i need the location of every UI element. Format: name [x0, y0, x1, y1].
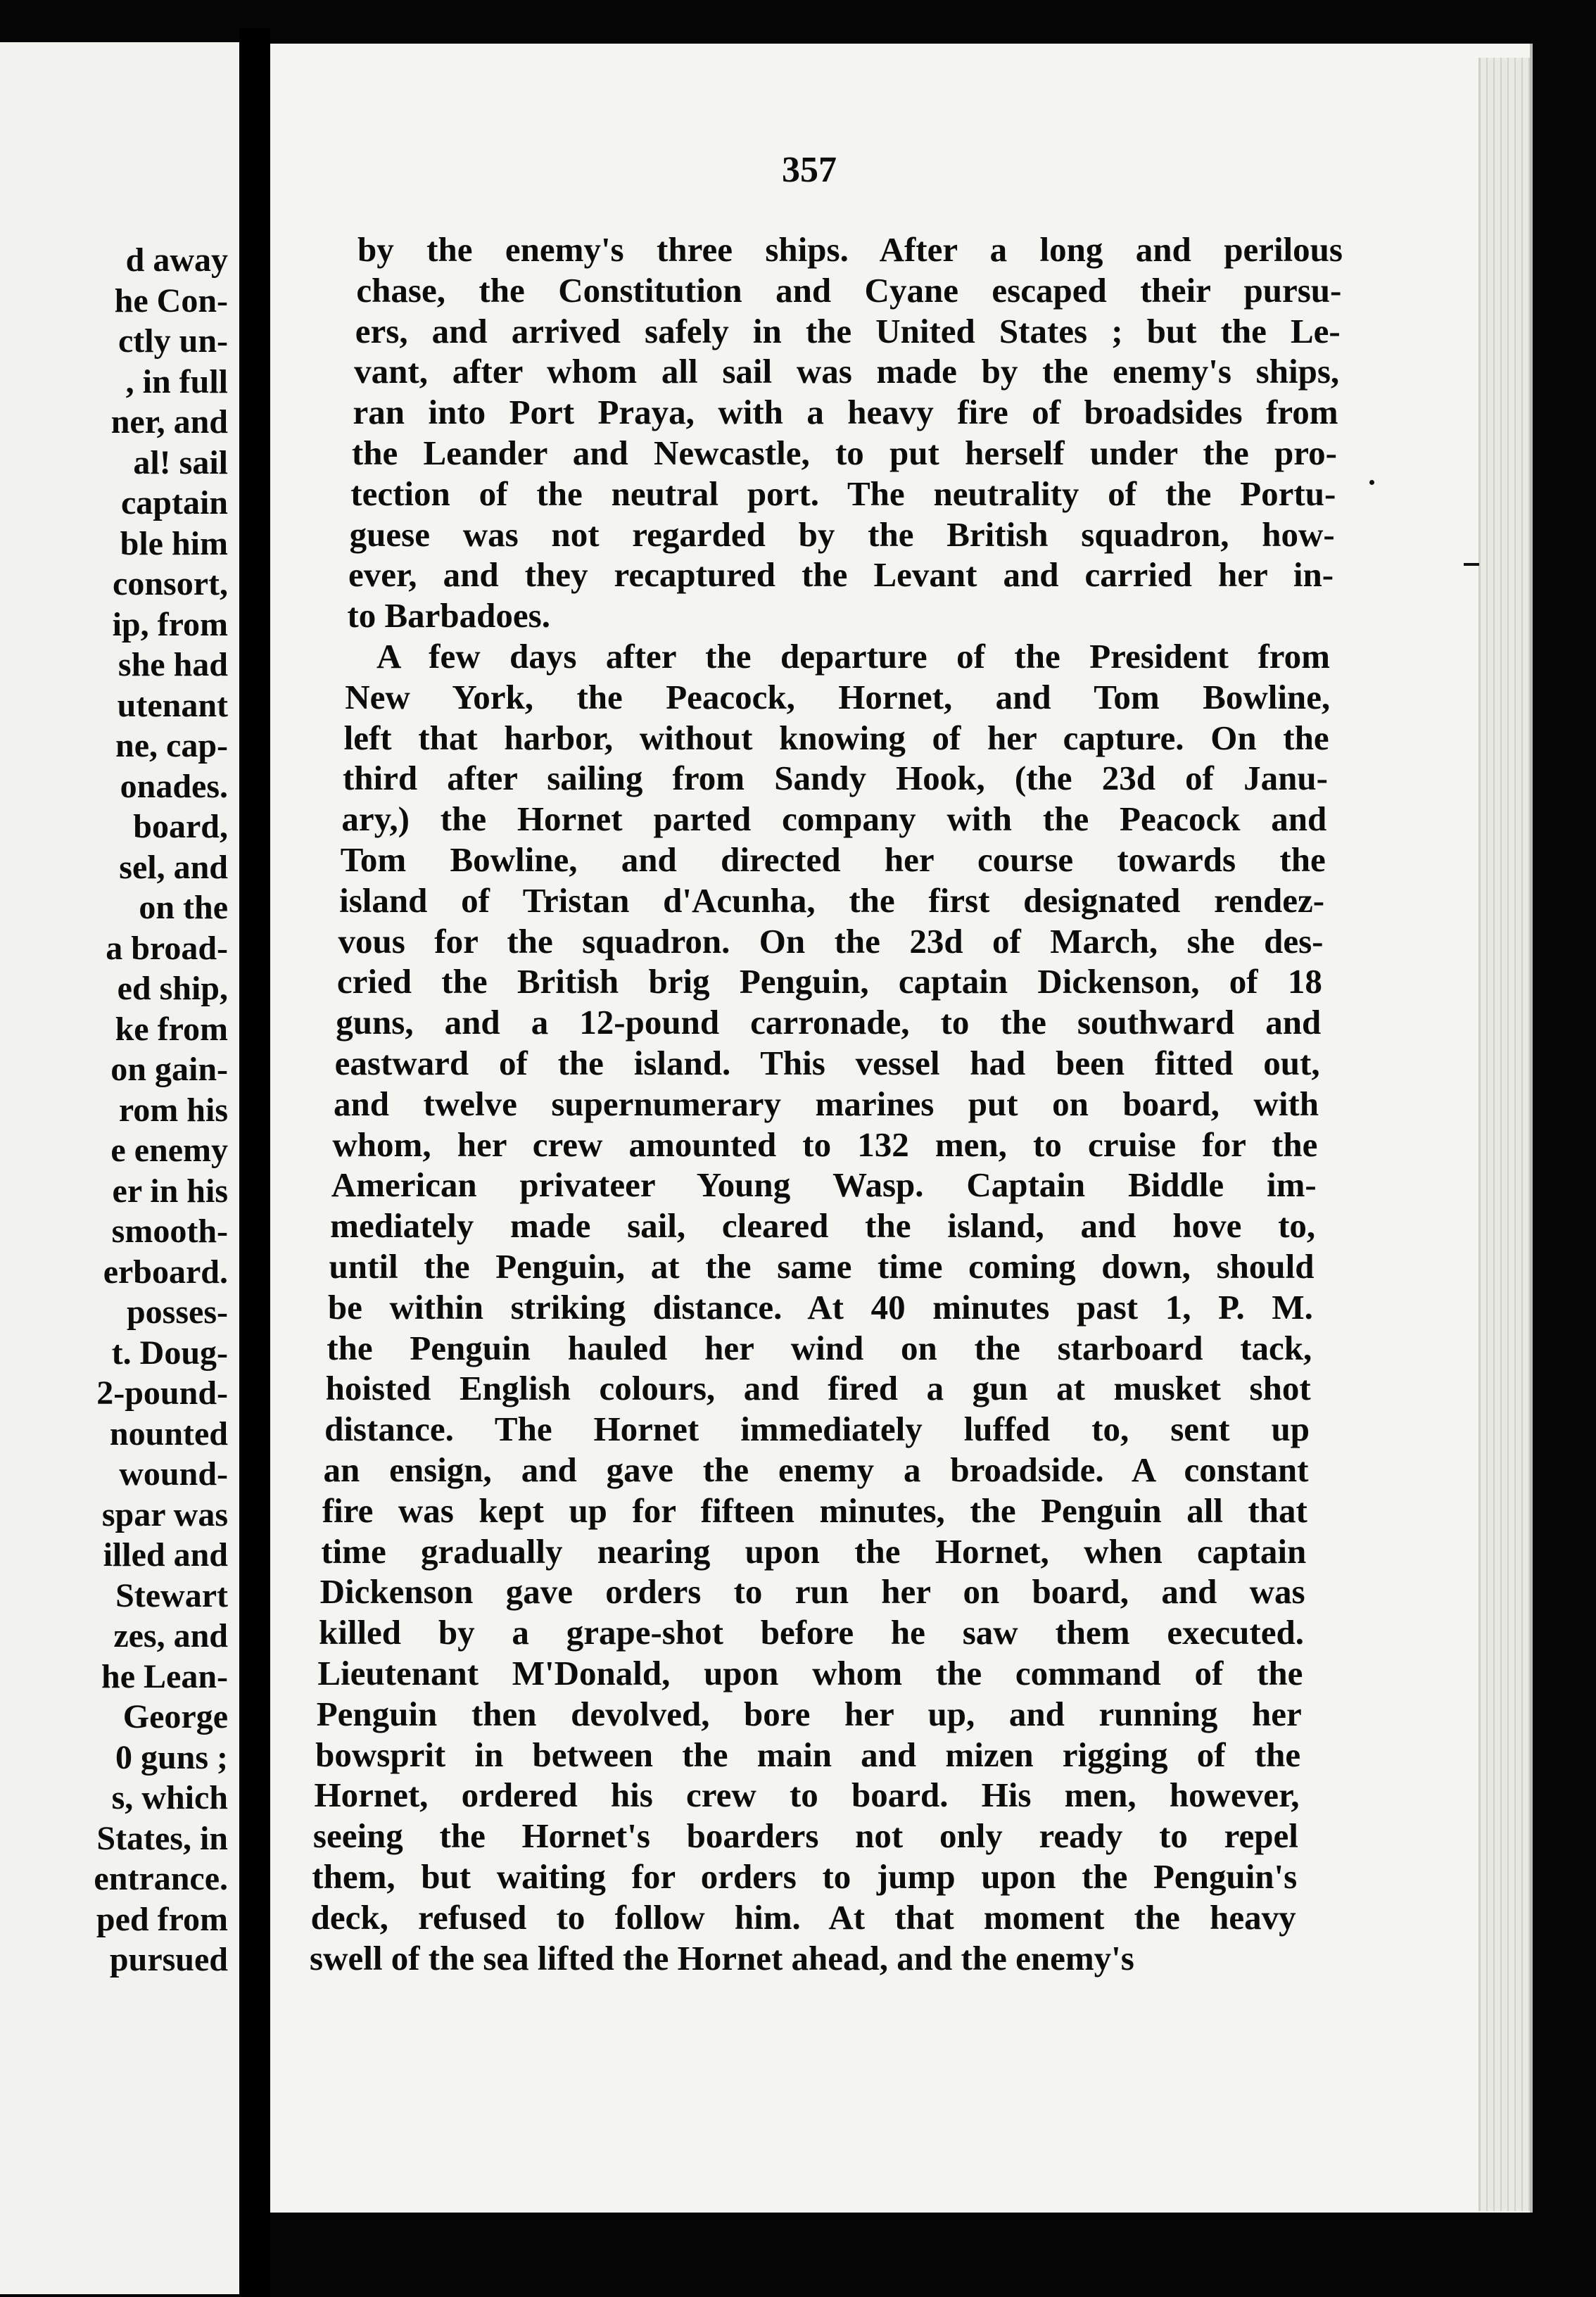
- body-line: swell of the sea lifted the Hornet ahead, and the enemy's: [310, 1938, 1134, 1978]
- ink-speck: [1369, 480, 1374, 485]
- facing-page-line: ner, and: [110, 403, 228, 441]
- facing-page-line: spar was: [101, 1495, 228, 1533]
- body-line: killed by a grape-shot before he saw them executed.: [318, 1613, 1304, 1652]
- body-line: distance. The Hornet immediately luffed to, sent up: [324, 1410, 1310, 1449]
- facing-page-line: er in his: [112, 1172, 228, 1210]
- ink-speck: [1464, 563, 1479, 566]
- facing-page-line: al! sail: [133, 443, 228, 481]
- body-line: and twelve supernumerary marines put on board, with: [334, 1084, 1319, 1123]
- body-line: eastward of the island. This vessel had been fitted out,: [334, 1044, 1320, 1082]
- facing-page-line: ne, cap-: [115, 727, 228, 764]
- page-edge-stack: [1478, 58, 1530, 2211]
- facing-page-line: he Lean-: [101, 1657, 228, 1695]
- body-line: Dickenson gave orders to run her on board, and was: [319, 1572, 1305, 1612]
- facing-page-line: wound-: [119, 1455, 228, 1493]
- facing-page-line: 0 guns ;: [115, 1738, 228, 1776]
- facing-page-line: nounted: [109, 1415, 228, 1453]
- body-line: Hornet, ordered his crew to board. His men, however,: [314, 1776, 1300, 1815]
- facing-page-line: s, which: [111, 1779, 228, 1816]
- body-line: Lieutenant M'Donald, upon whom the command of the: [317, 1654, 1303, 1692]
- body-line: guns, and a 12-pound carronade, to the southward and: [336, 1003, 1322, 1042]
- body-line: seeing the Hornet's boarders not only ready to repel: [312, 1816, 1298, 1856]
- facing-page-line: captain: [120, 484, 228, 521]
- body-line: A few days after the departure of the President from: [376, 637, 1330, 676]
- body-line: guese was not regarded by the British squadron, how-: [349, 514, 1335, 554]
- body-line: New York, the Peacock, Hornet, and Tom Bowline,: [345, 677, 1331, 716]
- body-line: deck, refused to follow him. At that moment the heavy: [310, 1897, 1296, 1937]
- facing-page-line: States, in: [96, 1819, 228, 1857]
- body-line: by the enemy's three ships. After a long and perilous: [357, 230, 1343, 269]
- facing-page-line: ip, from: [112, 605, 228, 643]
- facing-page-line: posses-: [126, 1293, 228, 1331]
- body-line: them, but waiting for orders to jump upon the Penguin's: [312, 1857, 1298, 1896]
- body-line: until the Penguin, at the same time coming down, should: [329, 1247, 1315, 1286]
- body-line: cried the British brig Penguin, captain Dickenson, of 18: [336, 962, 1322, 1001]
- facing-page-line: George: [122, 1698, 228, 1735]
- body-line: to Barbadoes.: [347, 596, 550, 635]
- facing-page-line: sel, and: [119, 848, 228, 886]
- facing-page-line: e enemy: [110, 1132, 228, 1169]
- facing-page-line: zes, and: [113, 1617, 228, 1654]
- facing-page: [0, 42, 239, 2294]
- body-line: ran into Port Praya, with a heavy fire of broadsides from: [353, 393, 1338, 432]
- facing-page-line: t. Doug-: [111, 1334, 228, 1372]
- body-line: whom, her crew amounted to 132 men, to cruise for the: [332, 1125, 1318, 1164]
- facing-page-line: Stewart: [115, 1576, 228, 1614]
- facing-page-line: smooth-: [111, 1213, 228, 1250]
- page-number: 357: [782, 150, 837, 190]
- facing-page-line: on the: [139, 889, 228, 926]
- body-line: Tom Bowline, and directed her course towards the: [340, 840, 1326, 879]
- body-line: American privateer Young Wasp. Captain Biddle im-: [331, 1165, 1317, 1205]
- facing-page-line: ped from: [96, 1900, 228, 1938]
- facing-page-line: ed ship,: [117, 970, 228, 1007]
- body-line: vant, after whom all sail was made by the enemy's ships,: [354, 352, 1340, 391]
- body-line: vous for the squadron. On the 23d of March, she des-: [338, 921, 1324, 961]
- facing-page-line: d away: [125, 241, 228, 279]
- facing-page-line: entrance.: [94, 1860, 228, 1897]
- body-line: island of Tristan d'Acunha, the first designated rendez-: [339, 880, 1325, 920]
- facing-page-line: utenant: [117, 686, 228, 724]
- facing-page-line: ke from: [115, 1010, 228, 1048]
- body-line: the Leander and Newcastle, to put herself under the pro-: [351, 434, 1337, 472]
- body-line: hoisted English colours, and fired a gun at musket shot: [325, 1369, 1311, 1408]
- facing-page-line: illed and: [103, 1536, 228, 1574]
- facing-page-line: onades.: [120, 767, 228, 805]
- facing-page-line: 2-pound-: [96, 1374, 228, 1412]
- book-gutter: [239, 28, 270, 2297]
- body-line: tection of the neutral port. The neutrality of the Portu-: [350, 474, 1336, 513]
- body-line: chase, the Constitution and Cyane escaped their pursu-: [356, 270, 1342, 310]
- body-line: bowsprit in between the main and mizen rigging of the: [315, 1735, 1301, 1774]
- facing-page-line: rom his: [118, 1091, 228, 1129]
- body-line: ary,) the Hornet parted company with the Peacock and: [341, 799, 1327, 839]
- facing-page-line: he Con-: [114, 281, 228, 319]
- body-line: mediately made sail, cleared the island, and hove to,: [330, 1206, 1316, 1246]
- body-line: ers, and arrived safely in the United States ; but the Le-: [355, 311, 1341, 350]
- facing-page-line: pursued: [109, 1941, 228, 1978]
- facing-page-line: , in full: [125, 362, 228, 400]
- facing-page-line: a broad-: [106, 929, 228, 967]
- body-line: be within striking distance. At 40 minutes past 1, P. M.: [327, 1287, 1313, 1327]
- facing-page-line: erboard.: [103, 1253, 228, 1291]
- facing-page-line: on gain-: [110, 1051, 228, 1088]
- body-line: the Penguin hauled her wind on the starboard tack,: [327, 1328, 1312, 1367]
- body-line: third after sailing from Sandy Hook, (the 23d of Janu-: [342, 759, 1328, 798]
- body-line: time gradually nearing upon the Hornet, when captain: [321, 1531, 1307, 1571]
- facing-page-line: ble him: [120, 524, 228, 562]
- body-line: ever, and they recaptured the Levant and carried her in-: [348, 555, 1334, 595]
- body-line: Penguin then devolved, bore her up, and running her: [316, 1694, 1302, 1733]
- facing-page-line: board,: [133, 808, 228, 845]
- body-line: an ensign, and gave the enemy a broadside. A constant: [323, 1450, 1309, 1489]
- body-line: left that harbor, without knowing of her capture. On the: [343, 718, 1329, 757]
- body-line: fire was kept up for fifteen minutes, the Penguin all that: [322, 1491, 1307, 1530]
- facing-page-line: ctly un-: [118, 322, 228, 360]
- facing-page-line: consort,: [113, 565, 228, 602]
- facing-page-line: she had: [118, 646, 228, 683]
